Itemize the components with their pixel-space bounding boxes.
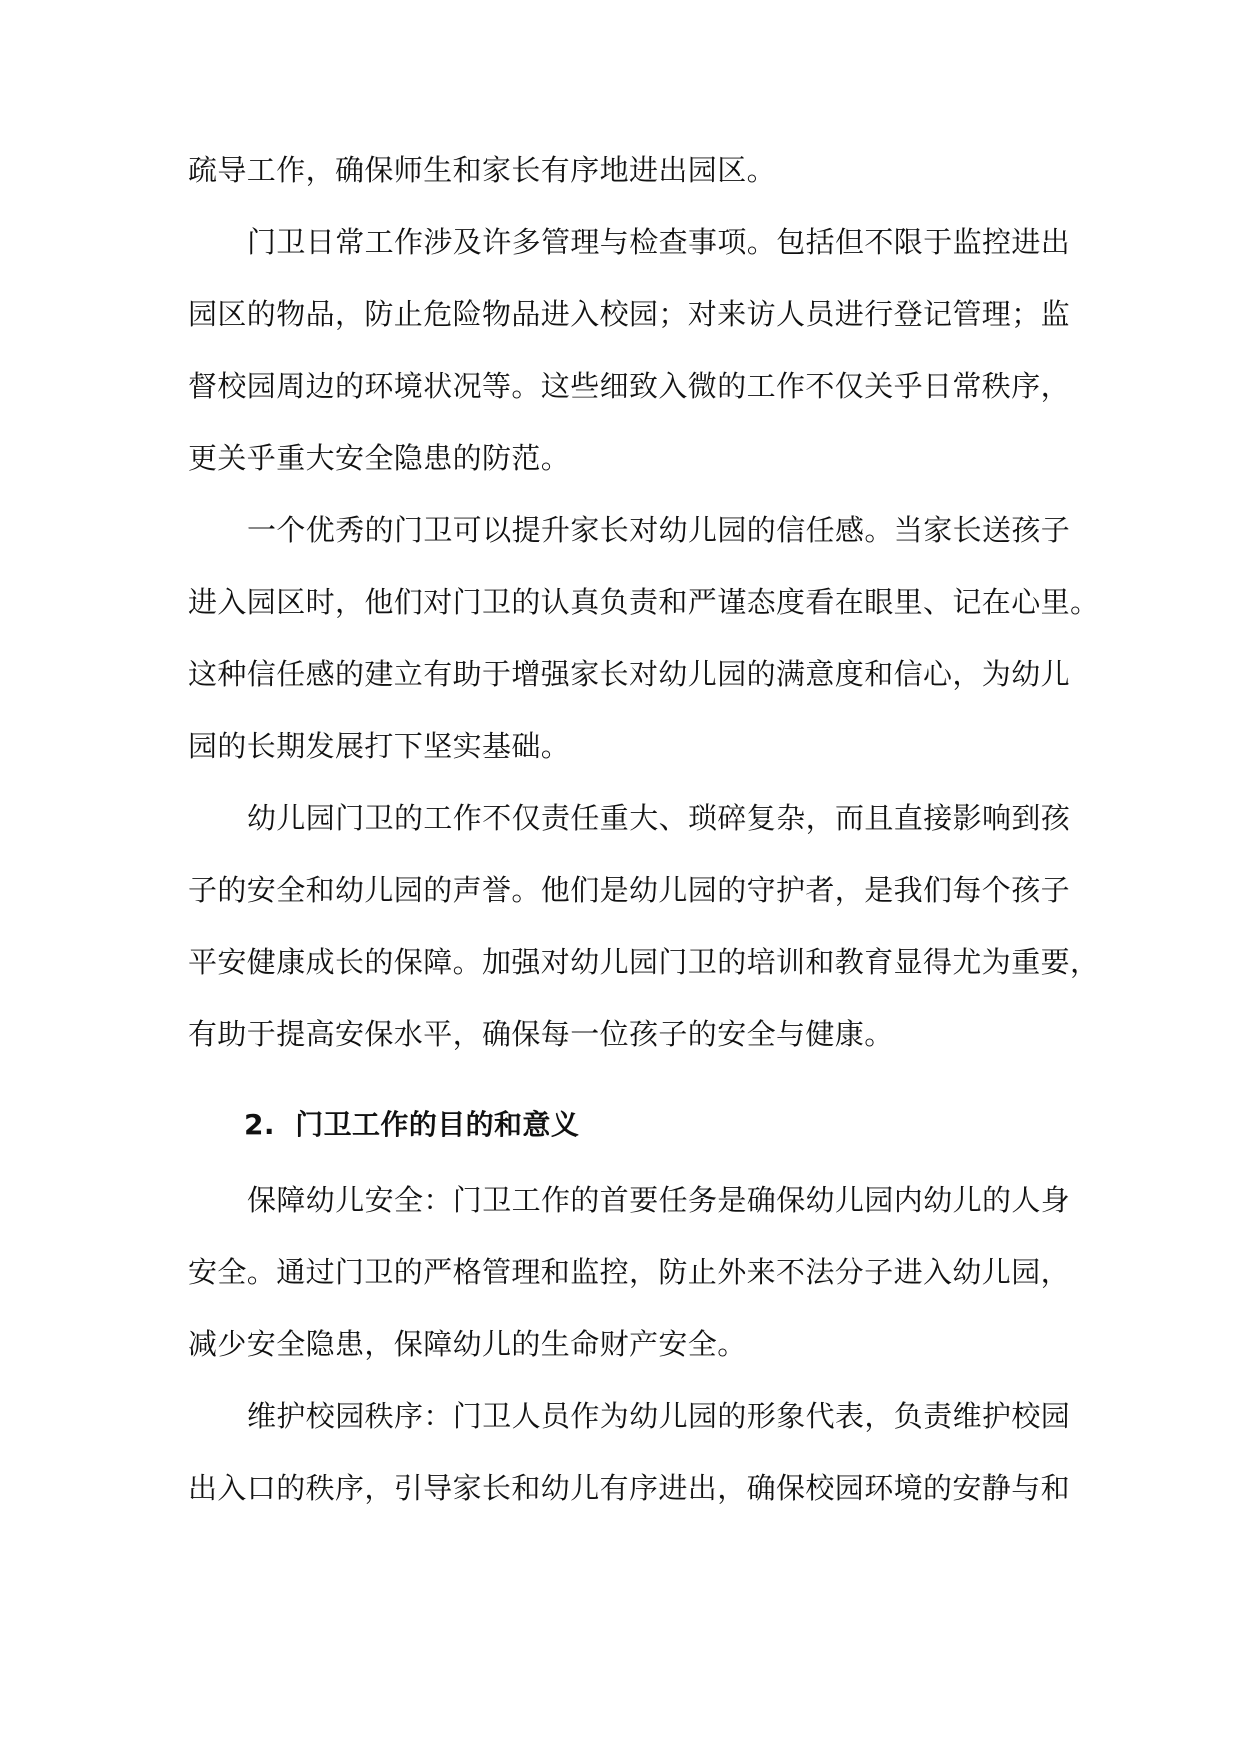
paragraph-line: 有助于提高安保水平，确保每一位孩子的安全与健康。 [188, 1017, 894, 1051]
paragraph-line: 减少安全隐患，保障幼儿的生命财产安全。 [188, 1327, 747, 1361]
paragraph-line: 园的长期发展打下坚实基础。 [188, 729, 571, 763]
paragraph-line: 平安健康成长的保障。加强对幼儿园门卫的培训和教育显得尤为重要， [188, 945, 1100, 979]
paragraph-line: 更关乎重大安全隐患的防范。 [188, 441, 571, 475]
paragraph-line: 园区的物品，防止危险物品进入校园；对来访人员进行登记管理；监 [188, 297, 1071, 331]
paragraph-line: 出入口的秩序，引导家长和幼儿有序进出，确保校园环境的安静与和 [188, 1471, 1071, 1505]
paragraph-line: 维护校园秩序：门卫人员作为幼儿园的形象代表，负责维护校园 [247, 1399, 1071, 1433]
paragraph-line: 督校园周边的环境状况等。这些细致入微的工作不仅关乎日常秩序， [188, 369, 1071, 403]
paragraph-line: 安全。通过门卫的严格管理和监控，防止外来不法分子进入幼儿园， [188, 1255, 1071, 1289]
paragraph-line: 门卫日常工作涉及许多管理与检查事项。包括但不限于监控进出 [247, 225, 1071, 259]
paragraph-line: 一个优秀的门卫可以提升家长对幼儿园的信任感。当家长送孩子 [247, 513, 1071, 547]
paragraph-line: 疏导工作，确保师生和家长有序地进出园区。 [188, 153, 777, 187]
paragraph-line: 进入园区时，他们对门卫的认真负责和严谨态度看在眼里、记在心里。 [188, 585, 1100, 619]
paragraph-line: 保障幼儿安全：门卫工作的首要任务是确保幼儿园内幼儿的人身 [247, 1183, 1071, 1217]
paragraph-line: 这种信任感的建立有助于增强家长对幼儿园的满意度和信心，为幼儿 [188, 657, 1071, 691]
paragraph-line: 幼儿园门卫的工作不仅责任重大、琐碎复杂，而且直接影响到孩 [247, 801, 1071, 835]
section-heading: 2. 门卫工作的目的和意义 [244, 1108, 580, 1141]
paragraph-line: 子的安全和幼儿园的声誉。他们是幼儿园的守护者，是我们每个孩子 [188, 873, 1071, 907]
